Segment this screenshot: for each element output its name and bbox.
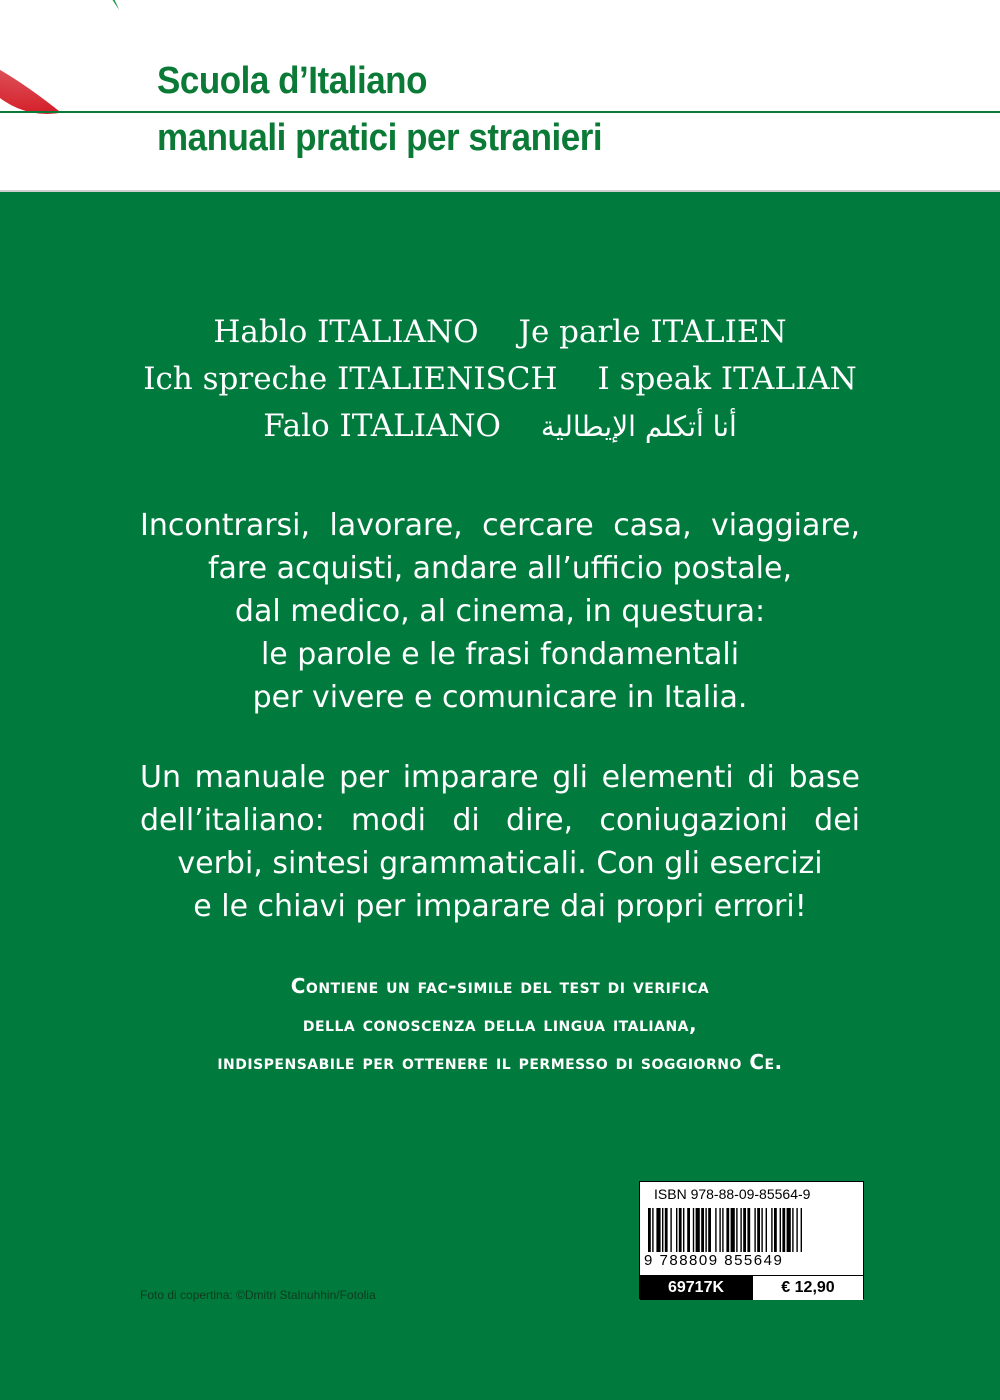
barcode-bar [683, 1208, 684, 1252]
language-german: Ich spreche ITALIENISCH [143, 361, 558, 397]
barcode-icon [648, 1208, 856, 1252]
barcode-bar [726, 1208, 729, 1252]
barcode-bar [792, 1208, 793, 1252]
language-arabic: أنا أتكلم الإيطالية [540, 410, 737, 443]
barcode-digits: 9 788809 855649 [644, 1252, 784, 1269]
barcode-bar [652, 1208, 653, 1252]
barcode-bar [722, 1208, 723, 1252]
description-paragraph-2 [140, 756, 860, 928]
barcode-bar [743, 1208, 746, 1252]
barcode-bar [662, 1208, 663, 1252]
series-title: Scuola d’Italiano [157, 60, 427, 102]
barcode-bar [705, 1208, 706, 1252]
barcode-bar [736, 1208, 737, 1252]
notice-line: Contiene un fac-simile del test di verifica [290, 974, 710, 998]
barcode-bar [774, 1208, 777, 1252]
header-rule [0, 111, 1000, 113]
barcode-bar [766, 1208, 767, 1252]
barcode-bar [787, 1208, 791, 1252]
barcode-bar [719, 1208, 720, 1252]
product-code: 69717K [640, 1276, 752, 1300]
barcode-bar [676, 1208, 677, 1252]
photo-credit: Foto di copertina: ©Dmitri Stalnuhhin/Fotolia [140, 1288, 376, 1302]
test-notice [120, 967, 880, 1081]
barcode-bar [761, 1208, 762, 1252]
barcode-bar [757, 1208, 760, 1252]
language-portuguese: Falo ITALIANO [263, 408, 501, 444]
description-paragraph-1 [140, 504, 860, 719]
paragraph-line: Un manuale per imparare gli elementi di base [140, 760, 860, 795]
barcode-bar [796, 1208, 797, 1252]
paragraph-line: dal medico, al cinema, in questura: [234, 594, 766, 629]
barcode-bar [696, 1208, 700, 1252]
paragraph-line: Incontrarsi, lavorare, cercare casa, viaggiare, [140, 508, 860, 543]
italian-flag-ball-icon [0, 0, 125, 115]
barcode-bar [648, 1208, 651, 1252]
barcode-bar [715, 1208, 716, 1252]
barcode-bar [754, 1208, 755, 1252]
language-english: I speak ITALIAN [597, 361, 857, 397]
barcode-bar [670, 1208, 671, 1252]
paragraph-line: verbi, sintesi grammaticali. Con gli esercizi [177, 846, 823, 881]
series-subtitle: manuali pratici per stranieri [157, 117, 603, 159]
barcode-label [639, 1181, 864, 1299]
barcode-bar [747, 1208, 750, 1252]
paragraph-line: per vivere e comunicare in Italia. [252, 680, 748, 715]
paragraph-line: le parole e le frasi fondamentali [260, 637, 740, 672]
barcode-bar [701, 1208, 704, 1252]
barcode-bar [771, 1208, 772, 1252]
barcode-bar [780, 1208, 781, 1252]
language-french: Je parle ITALIEN [518, 314, 787, 350]
barcode-bar [693, 1208, 694, 1252]
language-line-3 [0, 408, 1000, 444]
barcode-bar [665, 1208, 668, 1252]
barcode-bar [731, 1208, 735, 1252]
barcode-bar [679, 1208, 682, 1252]
barcode-bar [708, 1208, 711, 1252]
language-spanish: Hablo ITALIANO [213, 314, 479, 350]
paragraph-line: fare acquisti, andare all’ufficio postale, [207, 551, 792, 586]
isbn-number: ISBN 978-88-09-85564-9 [654, 1186, 811, 1202]
code-price-row [640, 1275, 863, 1300]
notice-line: della conoscenza della lingua italiana, [302, 1012, 698, 1036]
price: € 12,90 [752, 1276, 863, 1300]
barcode-bar [782, 1208, 785, 1252]
barcode-bar [656, 1208, 660, 1252]
barcode-bar [801, 1208, 802, 1252]
paragraph-line: e le chiavi per imparare dai propri errori! [193, 889, 807, 924]
language-line-2 [0, 361, 1000, 397]
barcode-bar [740, 1208, 741, 1252]
barcode-bar [687, 1208, 690, 1252]
header-band [0, 0, 1000, 192]
notice-line: indispensabile per ottenere il permesso di soggiorno Ce. [217, 1050, 783, 1074]
language-line-1 [0, 314, 1000, 350]
paragraph-line: dell’italiano: modi di dire, coniugazioni dei [140, 803, 860, 838]
